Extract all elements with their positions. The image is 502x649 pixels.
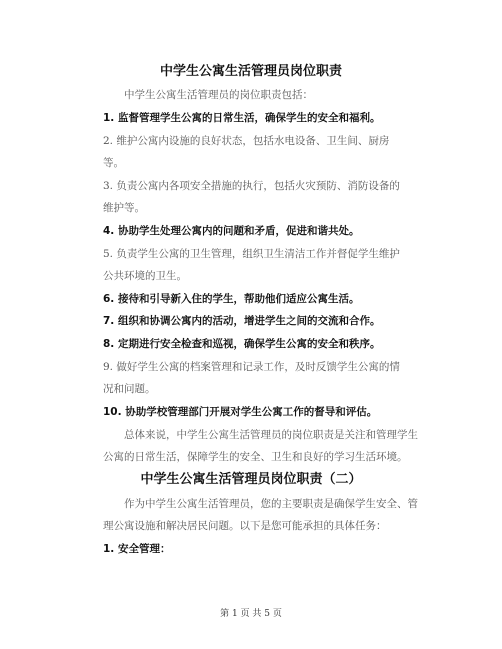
duty-item-10: 10. 协助学校管理部门开展对学生公寓工作的督导和评估。	[103, 406, 378, 418]
duty-item-1: 1. 监督管理学生公寓的日常生活，确保学生的安全和福利。	[103, 112, 381, 124]
document-title: 中学生公寓生活管理员岗位职责	[159, 64, 342, 79]
page-footer: 第 1 页 共 5 页	[220, 609, 282, 619]
duty-item-3-line-2: 维护等。	[103, 202, 145, 214]
paragraph-2-line-2: 理公寓设施和解决居民问题。以下是您可能承担的具体任务：	[103, 520, 387, 532]
subsection-heading-safety: 1. 安全管理：	[103, 543, 171, 555]
duty-item-8: 8. 定期进行安全检查和巡视，确保学生公寓的安全和秩序。	[103, 338, 381, 350]
duty-item-3-line-1: 3. 负责公寓内各项安全措施的执行，包括火灾预防、消防设备的	[103, 180, 400, 192]
duty-item-2-line-2: 等。	[103, 157, 124, 169]
duty-item-5-line-1: 5. 负责学生公寓的卫生管理，组织卫生清洁工作并督促学生维护	[103, 248, 400, 260]
duty-item-9-line-1: 9. 做好学生公寓的档案管理和记录工作，及时反馈学生公寓的情	[103, 361, 400, 373]
duty-item-6: 6. 接待和引导新入住的学生，帮助他们适应公寓生活。	[103, 293, 360, 305]
duty-item-4: 4. 协助学生处理公寓内的问题和矛盾，促进和谐共处。	[103, 225, 360, 237]
duty-item-7: 7. 组织和协调公寓内的活动，增进学生之间的交流和合作。	[103, 315, 381, 327]
duty-item-2-line-1: 2. 维护公寓内设施的良好状态，包括水电设备、卫生间、厨房	[103, 135, 390, 147]
paragraph-2-line-1: 作为中学生公寓生活管理员，您的主要职责是确保学生安全、管	[124, 498, 418, 510]
summary-line-1: 总体来说，中学生公寓生活管理员的岗位职责是关注和管理学生	[124, 429, 418, 441]
duty-item-5-line-2: 公共环境的卫生。	[103, 270, 187, 282]
intro-text: 中学生公寓生活管理员的岗位职责包括：	[124, 89, 313, 101]
section-title-2: 中学生公寓生活管理员岗位职责（二）	[140, 472, 362, 487]
duty-item-9-line-2: 况和问题。	[103, 383, 156, 395]
summary-line-2: 公寓的日常生活，保障学生的安全、卫生和良好的学习生活环境。	[103, 451, 408, 463]
